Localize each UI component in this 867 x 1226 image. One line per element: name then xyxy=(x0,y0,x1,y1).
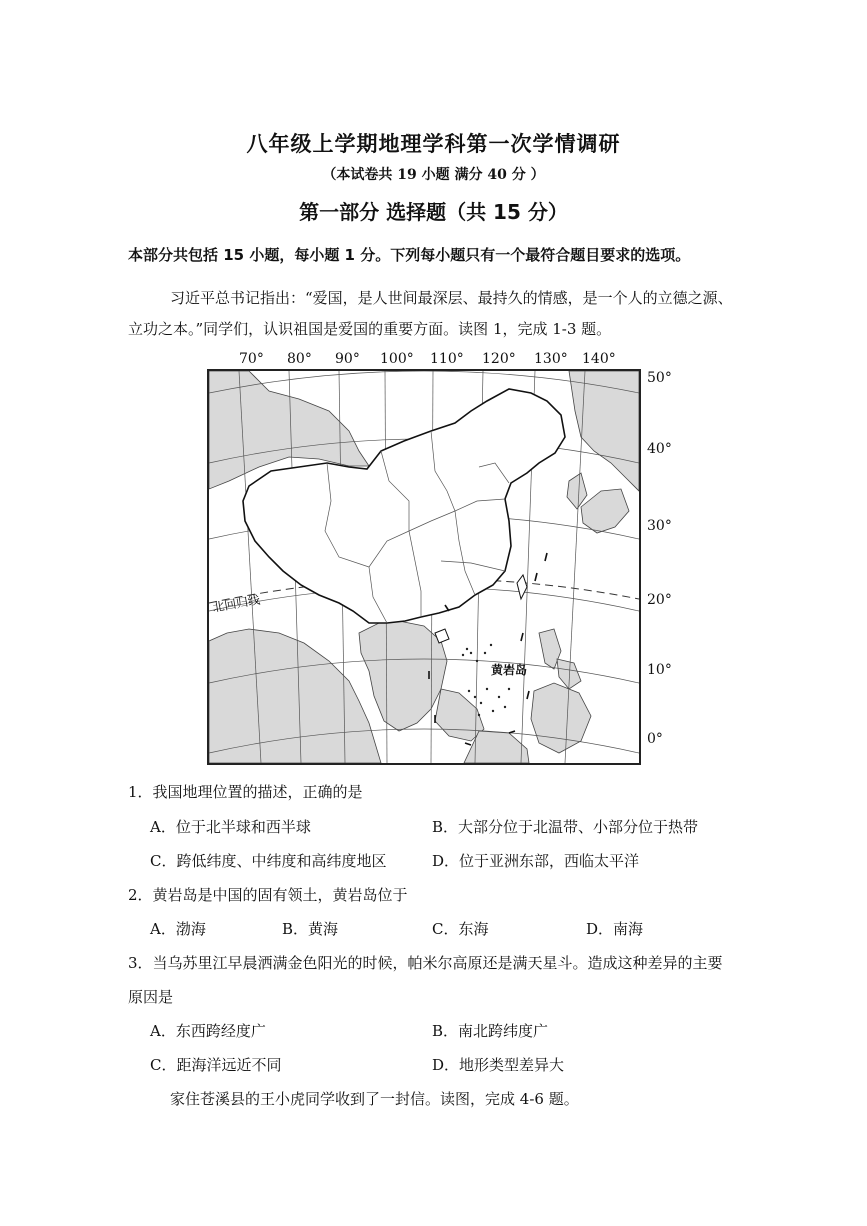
longitude-label: 120° xyxy=(482,351,516,367)
question-3-stem-continued: 原因是 xyxy=(128,988,174,1006)
longitude-label: 110° xyxy=(430,351,464,367)
question-1-option-c[interactable]: C．跨低纬度、中纬度和高纬度地区 xyxy=(150,852,387,870)
longitude-label: 90° xyxy=(335,351,360,367)
longitude-label: 70° xyxy=(239,351,264,367)
latitude-label: 0° xyxy=(647,731,663,747)
question-2-option-b[interactable]: B．黄海 xyxy=(282,920,339,938)
question-3-option-a[interactable]: A．东西跨经度广 xyxy=(150,1022,266,1040)
latitude-label: 50° xyxy=(647,370,672,386)
taiwan-island xyxy=(517,575,527,599)
longitude-label: 100° xyxy=(380,351,414,367)
question-2-option-a[interactable]: A．渤海 xyxy=(150,920,206,938)
intro-line-1: 习近平总书记指出：“爱国，是人世间最深层、最持久的情感，是一个人的立德之源、 xyxy=(170,289,733,307)
question-1-option-b[interactable]: B．大部分位于北温带、小部分位于热带 xyxy=(432,818,699,836)
question-1-stem: 1．我国地理位置的描述，正确的是 xyxy=(128,783,363,801)
section-instructions: 本部分共包括 15 小题，每小题 1 分。下列每小题只有一个最符合题目要求的选项。 xyxy=(128,246,691,264)
latitude-label: 20° xyxy=(647,592,672,608)
question-1-option-a[interactable]: A．位于北半球和西半球 xyxy=(150,818,311,836)
tropic-of-cancer-label: 北回归线 xyxy=(211,592,262,615)
page-title: 八年级上学期地理学科第一次学情调研 xyxy=(246,131,621,156)
map-graphic xyxy=(209,371,639,763)
section-title: 第一部分 选择题（共 15 分） xyxy=(299,200,568,224)
latitude-label: 10° xyxy=(647,662,672,678)
intro-line-2: 立功之本。”同学们，认识祖国是爱国的重要方面。读图 1，完成 1-3 题。 xyxy=(128,320,612,338)
question-2-option-c[interactable]: C．东海 xyxy=(432,920,489,938)
question-1-option-d[interactable]: D．位于亚洲东部，西临太平洋 xyxy=(432,852,640,870)
latitude-label: 40° xyxy=(647,441,672,457)
next-section-intro: 家住苍溪县的王小虎同学收到了一封信。读图，完成 4-6 题。 xyxy=(170,1090,579,1108)
latitude-label: 30° xyxy=(647,518,672,534)
question-2-stem: 2．黄岩岛是中国的固有领土，黄岩岛位于 xyxy=(128,886,408,904)
question-3-option-d[interactable]: D．地形类型差异大 xyxy=(432,1056,565,1074)
question-3-stem: 3．当乌苏里江早晨洒满金色阳光的时候，帕米尔高原还是满天星斗。造成这种差异的主要 xyxy=(128,954,723,972)
question-3-option-b[interactable]: B．南北跨纬度广 xyxy=(432,1022,549,1040)
longitude-label: 140° xyxy=(582,351,616,367)
question-3-option-c[interactable]: C．距海洋远近不同 xyxy=(150,1056,282,1074)
huangyan-island-label: 黄岩岛 xyxy=(491,663,528,677)
china-map-figure xyxy=(207,369,641,765)
exam-subtitle: （本试卷共 19 小题 满分 40 分 ） xyxy=(322,167,545,183)
longitude-label: 130° xyxy=(534,351,568,367)
longitude-label: 80° xyxy=(287,351,312,367)
question-2-option-d[interactable]: D．南海 xyxy=(586,920,644,938)
